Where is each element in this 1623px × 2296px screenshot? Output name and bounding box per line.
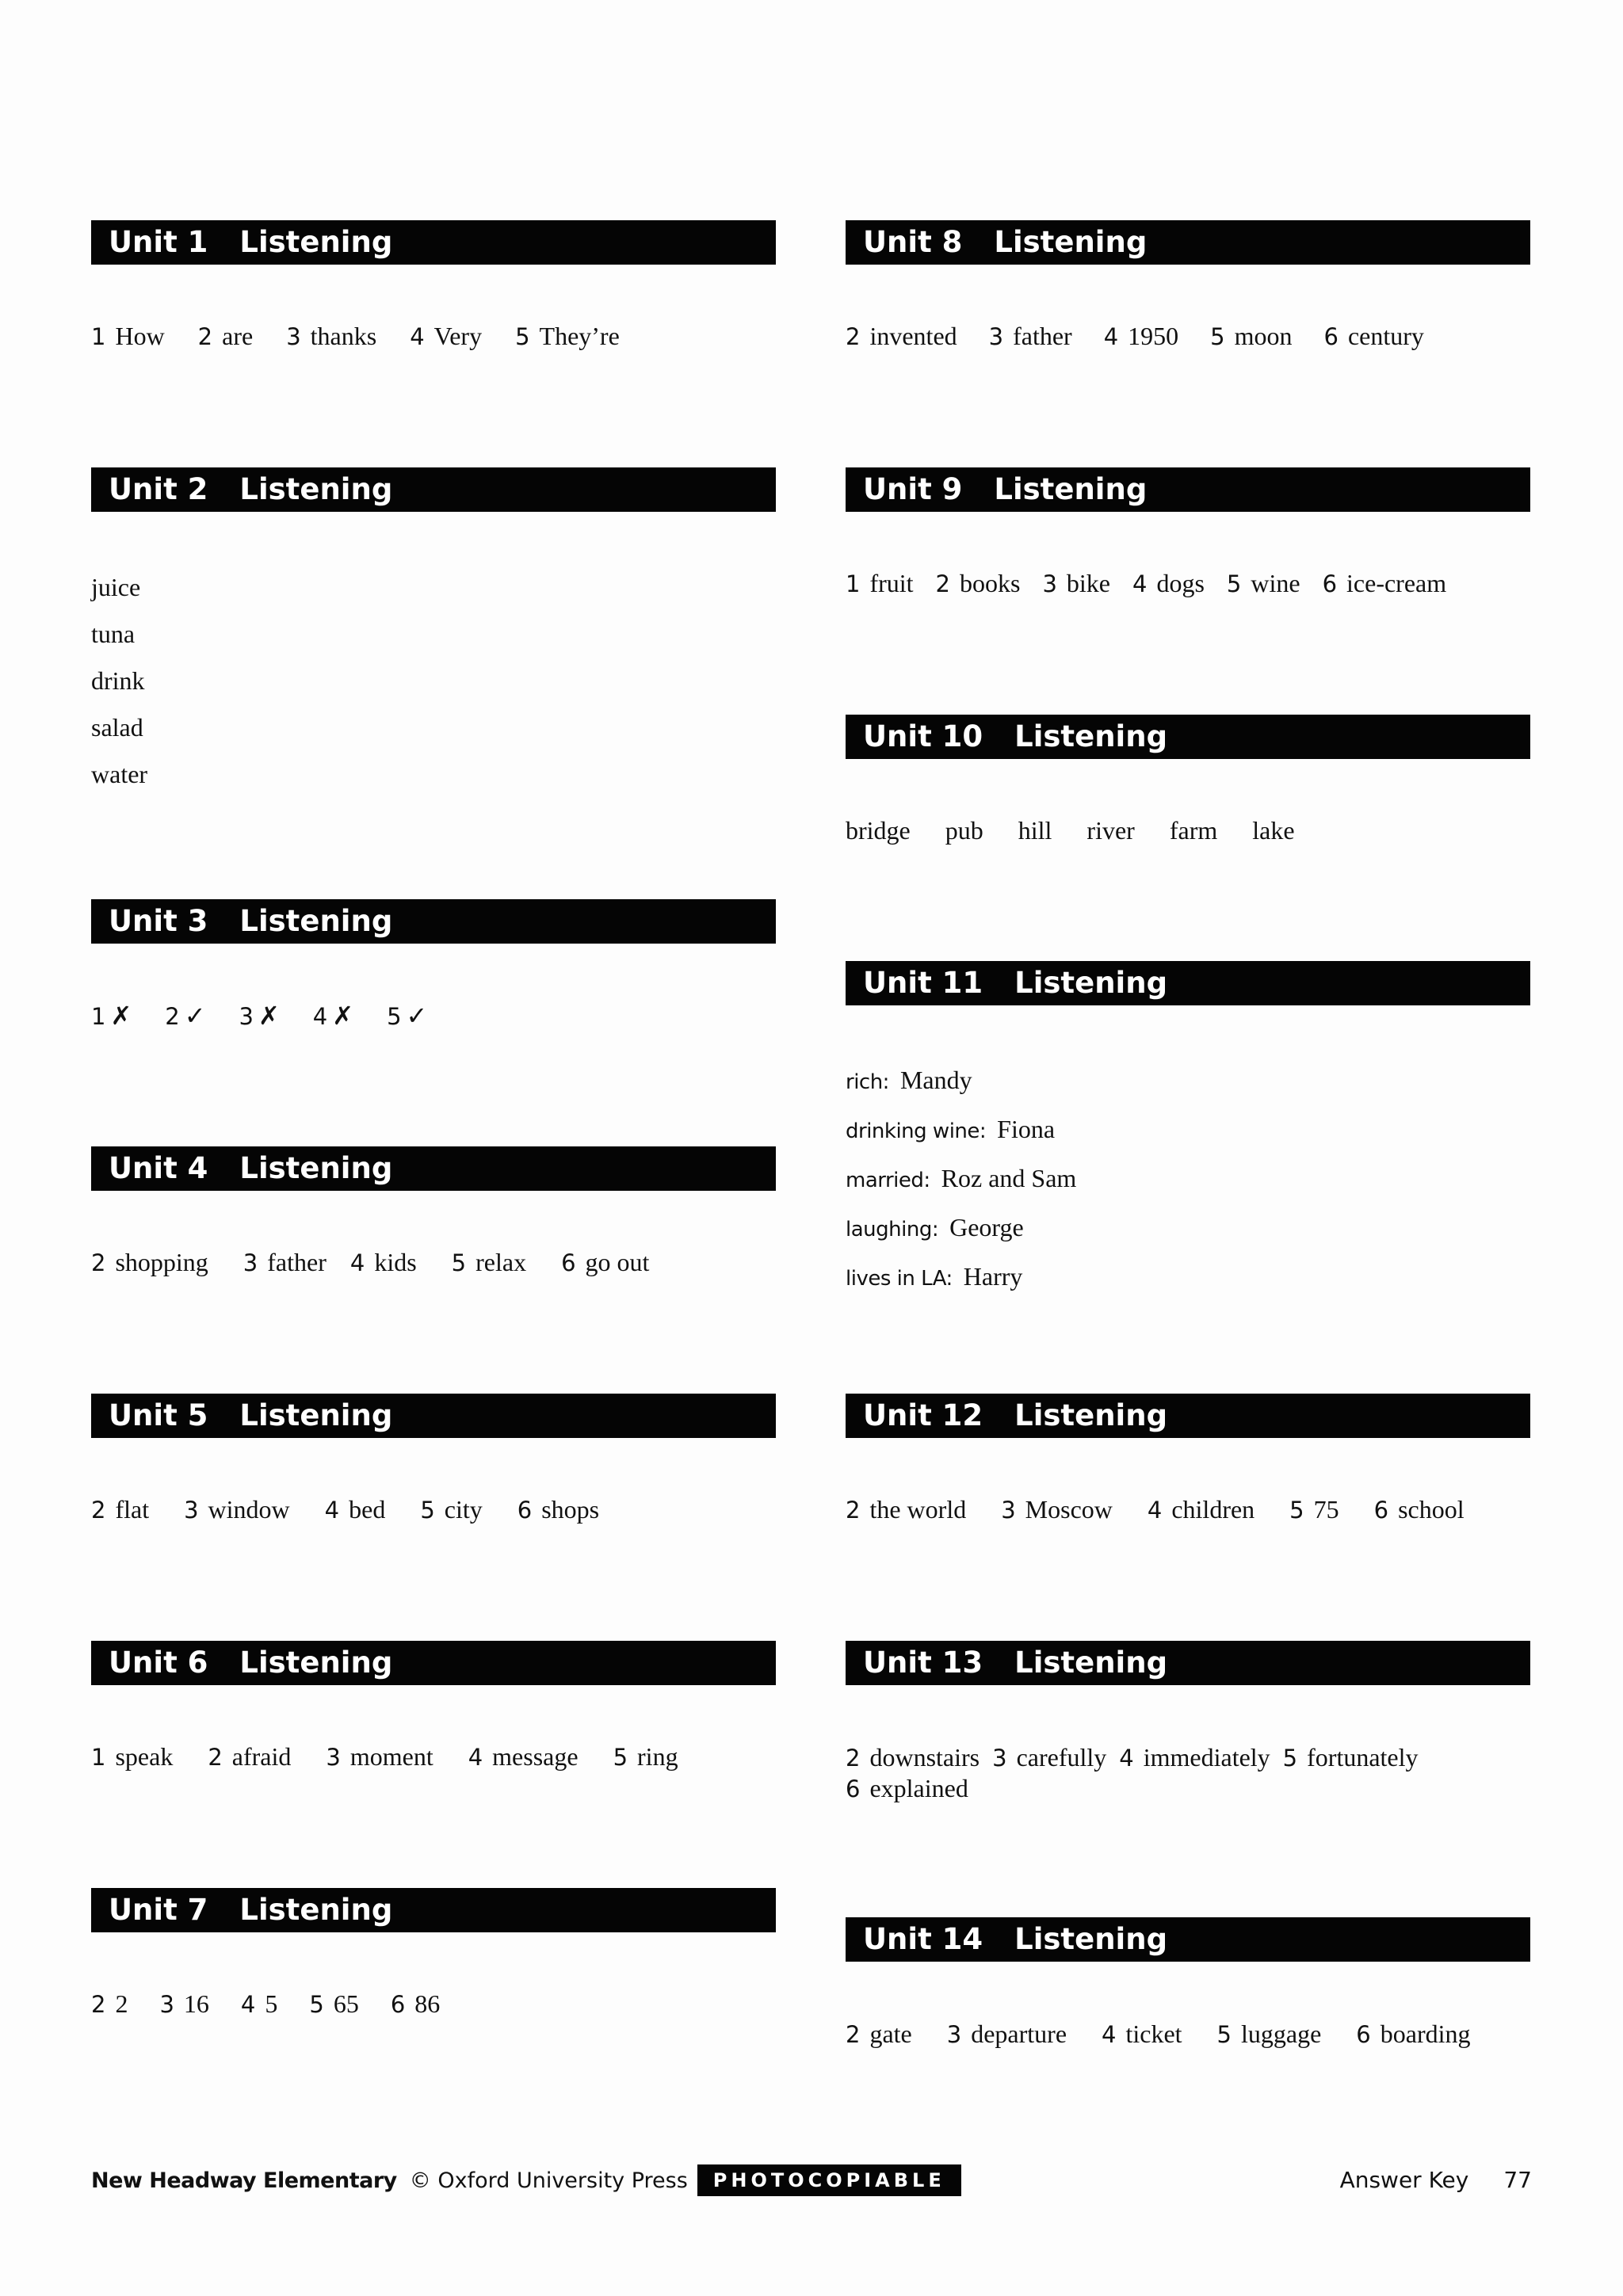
answer-text: lake [1252, 816, 1295, 845]
answer-number: 3 [159, 1991, 174, 2018]
answer-text: afraid [231, 1742, 292, 1771]
list-item: drink [91, 666, 145, 695]
answer-text: Mandy [899, 1066, 972, 1094]
answer-number: 5 [451, 1249, 467, 1276]
answer-number: 6 [1323, 323, 1338, 350]
answer-number: 5 [1226, 570, 1242, 597]
answer-number: 3 [1001, 1497, 1016, 1524]
section-title: Listening [239, 1646, 393, 1680]
answer-text: shopping [115, 1248, 208, 1276]
answer-text: 86 [414, 1989, 441, 2018]
answer-number: 5 [1289, 1497, 1304, 1524]
section-title: Listening [239, 1151, 393, 1185]
answer-number: 6 [561, 1249, 576, 1276]
unit-5-answers [91, 1495, 599, 1524]
answer-text: invented [869, 322, 957, 350]
unit-7-answers [91, 1989, 440, 2019]
footer-left [91, 2163, 961, 2198]
answer-number: 6 [517, 1497, 533, 1524]
unit-9-header [846, 467, 1530, 512]
answer-number: 6 [1322, 570, 1338, 597]
unit-3-header [91, 899, 776, 944]
answer-text: 5 [265, 1989, 278, 2018]
unit-3-answers [91, 1001, 427, 1031]
unit-13-answers [846, 1742, 1419, 1804]
answer-number: 4 [1132, 570, 1148, 597]
answer-number: 3 [184, 1497, 199, 1524]
answer-number: 4 [1119, 1745, 1134, 1772]
answer-text: explained [869, 1774, 968, 1802]
unit-10-answers [846, 816, 1295, 845]
answer-number: 2 [208, 1744, 223, 1771]
check-mark: ✓ [184, 1001, 206, 1031]
answer-text: boarding [1380, 2019, 1471, 2048]
unit-10-header [846, 715, 1530, 759]
section-title: Listening [994, 472, 1148, 506]
answer-text: ring [637, 1742, 678, 1771]
list-item [846, 1106, 1076, 1155]
answer-number: 1 [846, 570, 861, 597]
section-title: Listening [239, 1893, 393, 1927]
answer-text: the world [869, 1495, 967, 1524]
list-item: tuna [91, 620, 136, 648]
unit-6-answers [91, 1742, 678, 1772]
answer-text: go out [585, 1248, 650, 1276]
unit-label: Unit 14 [863, 1922, 983, 1956]
unit-label: Unit 6 [109, 1646, 208, 1680]
answer-text: window [208, 1495, 290, 1524]
list-item [846, 1057, 1076, 1106]
answer-text: bridge [846, 816, 911, 845]
section-name: Answer Key [1339, 2167, 1469, 2193]
section-title: Listening [994, 225, 1148, 259]
unit-label: Unit 12 [863, 1398, 983, 1432]
answer-number: 6 [1356, 2021, 1371, 2048]
answer-text: moment [349, 1742, 433, 1771]
answer-number: 3 [242, 1249, 258, 1276]
answer-text: fruit [869, 569, 914, 597]
answer-text: wine [1251, 569, 1300, 597]
answer-number: 4 [1147, 1497, 1163, 1524]
answer-number: 3 [326, 1744, 341, 1771]
answer-number: 3 [239, 1003, 254, 1030]
list-item [846, 1155, 1076, 1204]
answer-number: 5 [1210, 323, 1225, 350]
unit-label: Unit 10 [863, 719, 983, 753]
unit-14-header [846, 1917, 1530, 1962]
answer-number: 4 [349, 1249, 365, 1276]
answer-number: 4 [468, 1744, 483, 1771]
answer-number: 4 [1102, 2021, 1117, 2048]
footer-right [1340, 2163, 1532, 2198]
answer-text: bike [1066, 569, 1110, 597]
unit-2-answers [91, 564, 147, 798]
answer-text: relax [475, 1248, 527, 1276]
section-title: Listening [239, 225, 393, 259]
answer-number: 4 [312, 1003, 328, 1030]
unit-12-answers [846, 1495, 1465, 1524]
unit-label: Unit 5 [109, 1398, 208, 1432]
answer-number: 6 [1373, 1497, 1389, 1524]
answer-text: fortunately [1307, 1743, 1419, 1772]
answer-text: Very [433, 322, 483, 350]
unit-12-header [846, 1394, 1530, 1438]
answer-number: 3 [1042, 570, 1057, 597]
answer-number: 5 [309, 1991, 324, 2018]
answer-text: dogs [1156, 569, 1205, 597]
answer-text: luggage [1241, 2019, 1322, 2048]
unit-13-header [846, 1641, 1530, 1685]
answer-text: flat [115, 1495, 150, 1524]
list-item: juice [91, 573, 141, 601]
answer-text: George [949, 1213, 1024, 1241]
answer-number: 5 [387, 1003, 402, 1030]
unit-label: Unit 8 [863, 225, 963, 259]
answer-text: moon [1234, 322, 1293, 350]
answer-number: 5 [1216, 2021, 1232, 2048]
answer-label: laughing: [846, 1218, 939, 1241]
answer-number: 2 [165, 1003, 180, 1030]
answer-text: ice-cream [1346, 569, 1447, 597]
answer-number: 3 [992, 1745, 1007, 1772]
unit-1-header [91, 220, 776, 265]
answer-text: river [1086, 816, 1135, 845]
unit-label: Unit 4 [109, 1151, 208, 1185]
answer-text: books [960, 569, 1021, 597]
answer-number: 1 [91, 323, 106, 350]
answer-number: 4 [1103, 323, 1119, 350]
answer-text: gate [869, 2019, 912, 2048]
answer-text: Fiona [997, 1115, 1056, 1143]
answer-text: father [1013, 322, 1072, 350]
answer-number: 5 [613, 1744, 628, 1771]
unit-label: Unit 13 [863, 1646, 983, 1680]
answer-text: father [267, 1248, 327, 1276]
answer-text: downstairs [869, 1743, 980, 1772]
answer-number: 3 [988, 323, 1004, 350]
answer-text: ticket [1125, 2019, 1182, 2048]
unit-label: Unit 2 [109, 472, 208, 506]
unit-8-header [846, 220, 1530, 265]
answer-number: 2 [91, 1497, 106, 1524]
answer-text: bed [349, 1495, 386, 1524]
answer-number: 4 [240, 1991, 256, 2018]
unit-label: Unit 11 [863, 966, 983, 1000]
unit-7-header [91, 1888, 776, 1932]
list-item: salad [91, 713, 143, 742]
answer-text: 2 [115, 1989, 128, 2018]
answer-text: Moscow [1025, 1495, 1113, 1524]
answer-number: 5 [1282, 1745, 1298, 1772]
answer-text: 65 [333, 1989, 359, 2018]
answer-number: 1 [91, 1744, 106, 1771]
answer-label: lives in LA: [846, 1267, 953, 1291]
answer-text: are [222, 322, 254, 350]
check-mark: ✓ [406, 1001, 428, 1031]
answer-label: rich: [846, 1070, 889, 1094]
book-title: New Headway Elementary [91, 2168, 397, 2193]
answer-text: kids [374, 1248, 417, 1276]
answer-number: 3 [286, 323, 301, 350]
answer-number: 2 [846, 323, 861, 350]
cross-mark: ✗ [110, 1001, 132, 1031]
answer-text: hill [1018, 816, 1052, 845]
unit-label: Unit 1 [109, 225, 208, 259]
answer-number: 2 [91, 1991, 106, 2018]
unit-2-header [91, 467, 776, 512]
answer-number: 2 [846, 1497, 861, 1524]
section-title: Listening [1014, 966, 1168, 1000]
section-title: Listening [239, 472, 393, 506]
answer-number: 4 [410, 323, 425, 350]
answer-number: 2 [935, 570, 950, 597]
cross-mark: ✗ [332, 1001, 354, 1031]
answer-text: How [115, 322, 165, 350]
answer-number: 2 [846, 2021, 861, 2048]
unit-label: Unit 7 [109, 1893, 208, 1927]
answer-number: 2 [197, 323, 213, 350]
answer-number: 1 [91, 1003, 106, 1030]
publisher: © Oxford University Press [409, 2168, 688, 2193]
unit-4-header [91, 1146, 776, 1191]
unit-9-answers [846, 569, 1446, 598]
answer-number: 5 [515, 323, 530, 350]
answer-text: 75 [1313, 1495, 1339, 1524]
answer-label: married: [846, 1169, 930, 1192]
answer-number: 2 [846, 1745, 861, 1772]
answer-text: pub [945, 816, 983, 845]
unit-8-answers [846, 322, 1424, 351]
unit-6-header [91, 1641, 776, 1685]
answer-text: carefully [1016, 1743, 1107, 1772]
answer-text: city [444, 1495, 483, 1524]
section-title: Listening [1014, 719, 1168, 753]
answer-text: message [492, 1742, 579, 1771]
answer-text: speak [115, 1742, 174, 1771]
section-title: Listening [239, 904, 393, 938]
answer-number: 6 [390, 1991, 406, 2018]
unit-label: Unit 9 [863, 472, 963, 506]
list-item [846, 1253, 1076, 1302]
answer-text: departure [971, 2019, 1067, 2048]
answer-text: Roz and Sam [941, 1164, 1077, 1192]
answer-label: drinking wine: [846, 1119, 987, 1143]
unit-4-answers [91, 1248, 649, 1277]
answer-text: shops [541, 1495, 600, 1524]
answer-text: They’re [539, 322, 620, 350]
answer-text: immediately [1143, 1743, 1270, 1772]
list-item: water [91, 760, 148, 788]
answer-text: century [1347, 322, 1424, 350]
answer-number: 3 [946, 2021, 962, 2048]
unit-11-answers [846, 1057, 1076, 1302]
photocopiable-badge: PHOTOCOPIABLE [697, 2164, 961, 2196]
unit-5-header [91, 1394, 776, 1438]
answer-text: school [1398, 1495, 1465, 1524]
answer-text: thanks [310, 322, 377, 350]
answer-number: 5 [420, 1497, 435, 1524]
section-title: Listening [1014, 1646, 1168, 1680]
answer-text: 1950 [1128, 322, 1179, 350]
unit-1-answers [91, 322, 620, 351]
unit-11-header [846, 961, 1530, 1005]
answer-number: 6 [846, 1775, 861, 1802]
unit-14-answers [846, 2019, 1471, 2049]
section-title: Listening [1014, 1398, 1168, 1432]
answer-number: 4 [324, 1497, 340, 1524]
cross-mark: ✗ [258, 1001, 280, 1031]
answer-text: 16 [183, 1989, 209, 2018]
answer-text: children [1171, 1495, 1255, 1524]
list-item [846, 1204, 1076, 1253]
answer-number: 2 [91, 1249, 106, 1276]
section-title: Listening [1014, 1922, 1168, 1956]
section-title: Listening [239, 1398, 393, 1432]
unit-label: Unit 3 [109, 904, 208, 938]
page-number: 77 [1503, 2167, 1532, 2193]
answer-text: farm [1169, 816, 1218, 845]
answer-text: Harry [963, 1262, 1023, 1291]
